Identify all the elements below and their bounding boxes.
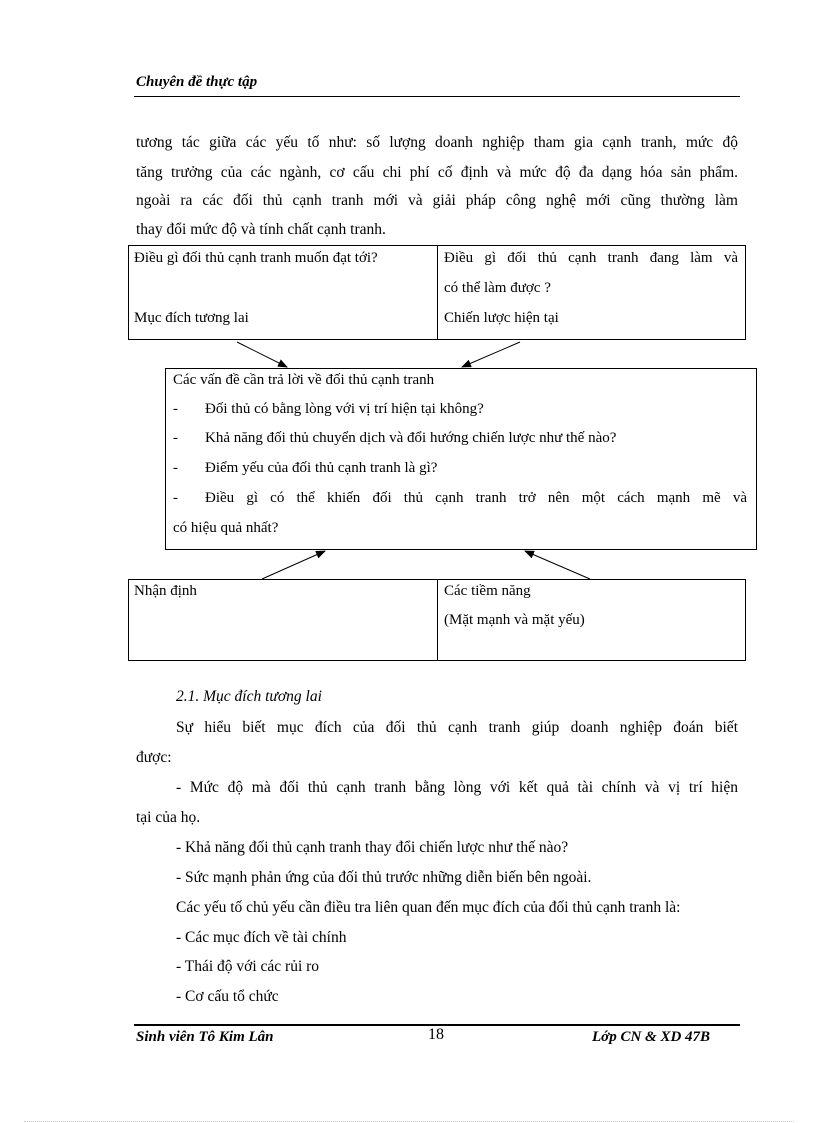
page-number: 18 xyxy=(428,1026,444,1043)
bullet-dash: - xyxy=(173,490,178,506)
questions-title: Các vấn đề cần trả lời về đối thủ cạnh tranh xyxy=(173,372,435,388)
intro-line-1: tương tác giữa các yếu tố như: số lượng doanh nghiệp tham gia cạnh tranh, mức độ xyxy=(136,134,738,151)
section-title: 2.1. Mục đích tương lai xyxy=(176,688,322,705)
bullet-dash: - xyxy=(173,401,178,417)
running-header: Chuyên đề thực tập xyxy=(136,74,258,90)
arrow-assessment-to-questions xyxy=(262,551,325,579)
future-goals-label: Mục đích tương lai xyxy=(134,310,249,326)
section-para-3: - Khả năng đối thủ cạnh tranh thay đổi chiến lược như thế nào? xyxy=(176,839,569,856)
footer-student: Sinh viên Tô Kim Lân xyxy=(136,1029,274,1045)
potential-sublabel: (Mặt mạnh và mặt yếu) xyxy=(444,612,585,628)
intro-line-2: tăng trưởng của các ngành, cơ cấu chi phí cố định và mức độ đa dạng hóa sản phẩm. xyxy=(136,164,738,181)
assessment-label: Nhận định xyxy=(134,583,197,599)
arrow-potential-to-questions xyxy=(525,551,590,579)
question-item-1: Đối thủ có bằng lòng với vị trí hiện tại không? xyxy=(205,401,484,417)
potential-label: Các tiềm năng xyxy=(444,583,531,599)
section-para-8: - Cơ cấu tổ chức xyxy=(176,988,279,1005)
question-item-2: Khả năng đối thủ chuyển dịch và đổi hướng chiến lược như thế nào? xyxy=(205,430,617,446)
section-para-1-line-2: được: xyxy=(136,749,172,766)
footer-class: Lớp CN & XD 47B xyxy=(592,1029,711,1045)
section-para-7: - Thái độ với các rủi ro xyxy=(176,958,320,975)
section-para-5: Các yếu tố chủ yếu cần điều tra liên quan đến mục đích của đối thủ cạnh tranh là: xyxy=(176,899,681,916)
section-para-1-line-1: Sự hiểu biết mục đích của đối thủ cạnh tranh giúp doanh nghiệp đoán biết xyxy=(176,719,738,736)
question-item-4: Điều gì có thể khiến đối thủ cạnh tranh trở nên một cách mạnh mẽ và xyxy=(205,490,747,506)
page-edge-dots xyxy=(24,1121,794,1122)
intro-line-3: ngoài ra các đối thủ cạnh tranh mới và giải pháp công nghệ mới cũng thường làm xyxy=(136,192,738,209)
header-rule xyxy=(134,96,740,97)
intro-line-4: thay đổi mức độ và tính chất cạnh tranh. xyxy=(136,221,386,238)
current-strategy-question: Điều gì đối thủ cạnh tranh đang làm và xyxy=(444,250,738,266)
bullet-dash: - xyxy=(173,430,178,446)
question-item-4-cont: có hiệu quả nhất? xyxy=(173,520,279,536)
section-para-6: - Các mục đích về tài chính xyxy=(176,929,347,946)
section-para-2-line-1: - Mức độ mà đối thủ cạnh tranh bằng lòng với kết quả tài chính và vị trí hiện xyxy=(176,779,738,796)
question-item-3: Điểm yếu của đối thủ cạnh tranh là gì? xyxy=(205,460,438,476)
arrow-goals-to-questions xyxy=(237,342,287,367)
arrow-strategy-to-questions xyxy=(462,342,520,367)
future-goals-question: Điều gì đối thủ cạnh tranh muốn đạt tới? xyxy=(134,250,378,266)
current-strategy-question-cont: có thể làm được ? xyxy=(444,280,551,296)
section-para-4: - Sức mạnh phản ứng của đối thủ trước những diễn biến bên ngoài. xyxy=(176,869,592,886)
section-para-2-line-2: tại của họ. xyxy=(136,809,201,826)
current-strategy-label: Chiến lược hiện tại xyxy=(444,310,559,326)
bullet-dash: - xyxy=(173,460,178,476)
